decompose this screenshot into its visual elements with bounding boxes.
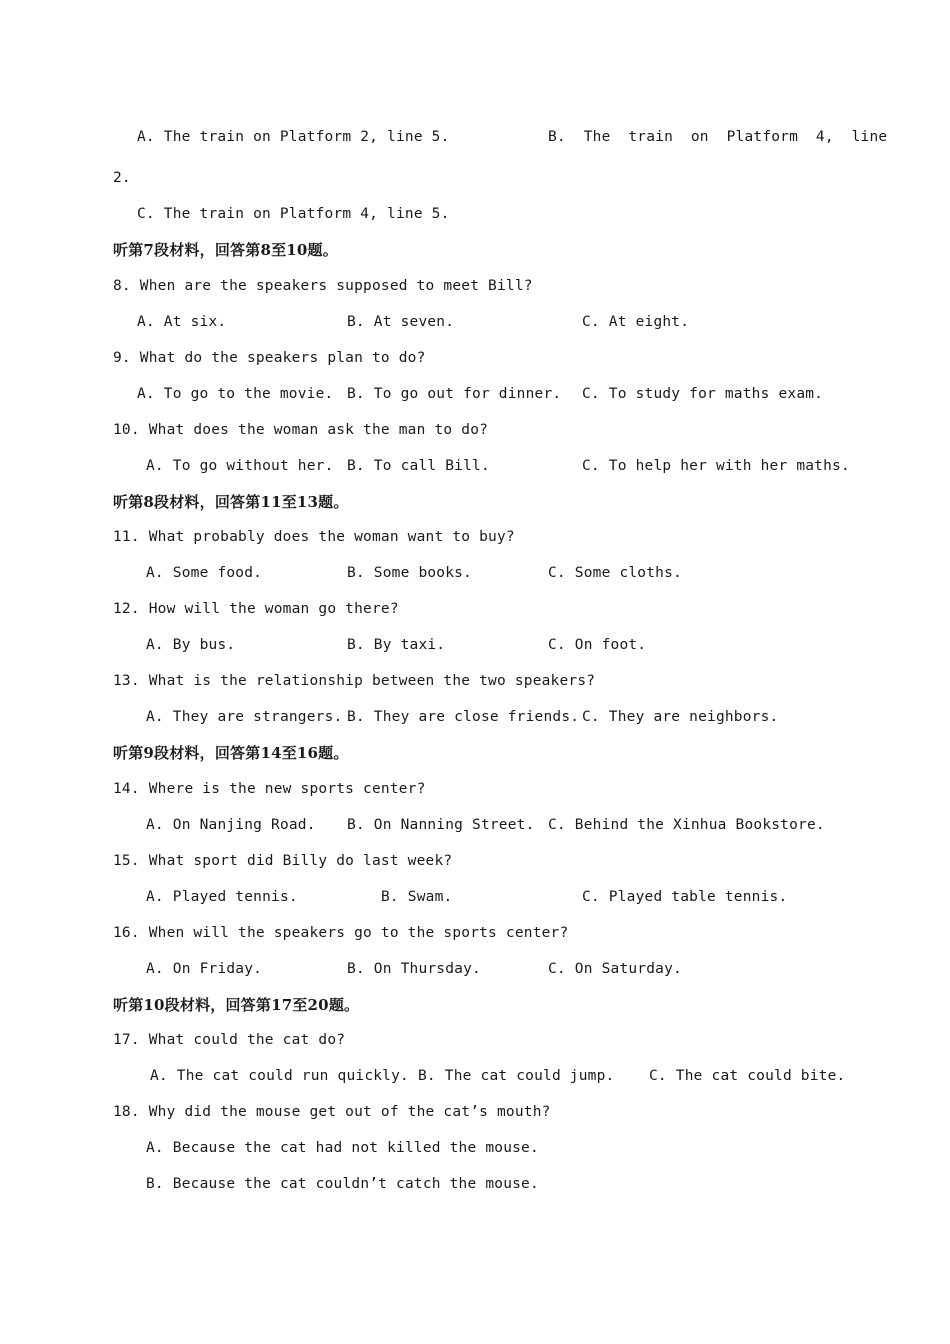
q18-option-a: A. Because the cat had not killed the mouse.	[146, 1140, 539, 1156]
q7-option-c: C. The train on Platform 4, line 5.	[137, 206, 450, 222]
question-16: 16. When will the speakers go to the sports center?	[113, 925, 569, 941]
question-12-options	[113, 633, 840, 657]
q13-option-c: C. They are neighbors.	[582, 709, 779, 725]
q14-option-a: A. On Nanjing Road.	[146, 817, 316, 833]
q15-option-a: A. Played tennis.	[146, 889, 298, 905]
q9-option-a: A. To go to the movie.	[137, 386, 334, 402]
q7-option-c-row	[113, 202, 840, 226]
q18-option-b: B. Because the cat couldn’t catch the mouse.	[146, 1176, 539, 1192]
question-15: 15. What sport did Billy do last week?	[113, 853, 453, 869]
question-12: 12. How will the woman go there?	[113, 601, 399, 617]
q16-option-a: A. On Friday.	[146, 961, 263, 977]
section-heading-8: 听第8段材料，回答第11至13题。	[113, 493, 349, 511]
question-9: 9. What do the speakers plan to do?	[113, 350, 426, 366]
q9-option-b: B. To go out for dinner.	[347, 386, 562, 402]
q14-option-c: C. Behind the Xinhua Bookstore.	[548, 817, 825, 833]
q12-option-c: C. On foot.	[548, 637, 647, 653]
question-13-options	[113, 705, 840, 729]
q7-option-b: B. The train on Platform 4, line	[548, 129, 888, 145]
q17-option-b: B. The cat could jump.	[418, 1068, 615, 1084]
q15-option-b: B. Swam.	[381, 889, 453, 905]
q7-option-a: A. The train on Platform 2, line 5.	[137, 129, 450, 145]
question-18: 18. Why did the mouse get out of the cat’s mouth?	[113, 1104, 551, 1120]
q14-option-b: B. On Nanning Street.	[347, 817, 535, 833]
question-17: 17. What could the cat do?	[113, 1032, 346, 1048]
q11-option-c: C. Some cloths.	[548, 565, 682, 581]
q16-option-b: B. On Thursday.	[347, 961, 481, 977]
question-14-options	[113, 813, 840, 837]
q11-option-a: A. Some food.	[146, 565, 263, 581]
question-14: 14. Where is the new sports center?	[113, 781, 426, 797]
q10-option-a: A. To go without her.	[146, 458, 334, 474]
question-18-option-a-row	[113, 1136, 840, 1160]
q17-option-c: C. The cat could bite.	[649, 1068, 846, 1084]
section-heading-9: 听第9段材料，回答第14至16题。	[113, 744, 349, 762]
q11-option-b: B. Some books.	[347, 565, 473, 581]
question-10: 10. What does the woman ask the man to do?	[113, 422, 489, 438]
question-10-options	[113, 454, 850, 478]
q8-option-a: A. At six.	[137, 314, 227, 330]
question-15-options	[113, 885, 840, 909]
q8-option-c: C. At eight.	[582, 314, 690, 330]
q13-option-b: B. They are close friends.	[347, 709, 580, 725]
q10-option-b: B. To call Bill.	[347, 458, 490, 474]
q15-option-c: C. Played table tennis.	[582, 889, 788, 905]
question-13: 13. What is the relationship between the two speakers?	[113, 673, 596, 689]
q8-option-b: B. At seven.	[347, 314, 455, 330]
q17-option-a: A. The cat could run quickly.	[150, 1068, 409, 1084]
q13-option-a: A. They are strangers.	[146, 709, 343, 725]
question-8-options	[113, 310, 840, 334]
q10-option-c: C. To help her with her maths.	[582, 458, 850, 474]
question-11-options	[113, 561, 840, 585]
question-18-option-b-row	[113, 1172, 840, 1196]
q9-option-c: C. To study for maths exam.	[582, 386, 824, 402]
section-heading-7: 听第7段材料，回答第8至10题。	[113, 241, 338, 259]
q16-option-c: C. On Saturday.	[548, 961, 682, 977]
section-heading-10: 听第10段材料，回答第17至20题。	[113, 996, 360, 1014]
q12-option-a: A. By bus.	[146, 637, 236, 653]
q12-option-b: B. By taxi.	[347, 637, 446, 653]
q7-options-row	[113, 125, 888, 149]
question-8: 8. When are the speakers supposed to meet Bill?	[113, 278, 533, 294]
question-16-options	[113, 957, 840, 981]
question-17-options	[113, 1064, 846, 1088]
q7-option-b-wrap: 2.	[113, 170, 131, 186]
question-11: 11. What probably does the woman want to buy?	[113, 529, 515, 545]
question-9-options	[113, 382, 840, 406]
